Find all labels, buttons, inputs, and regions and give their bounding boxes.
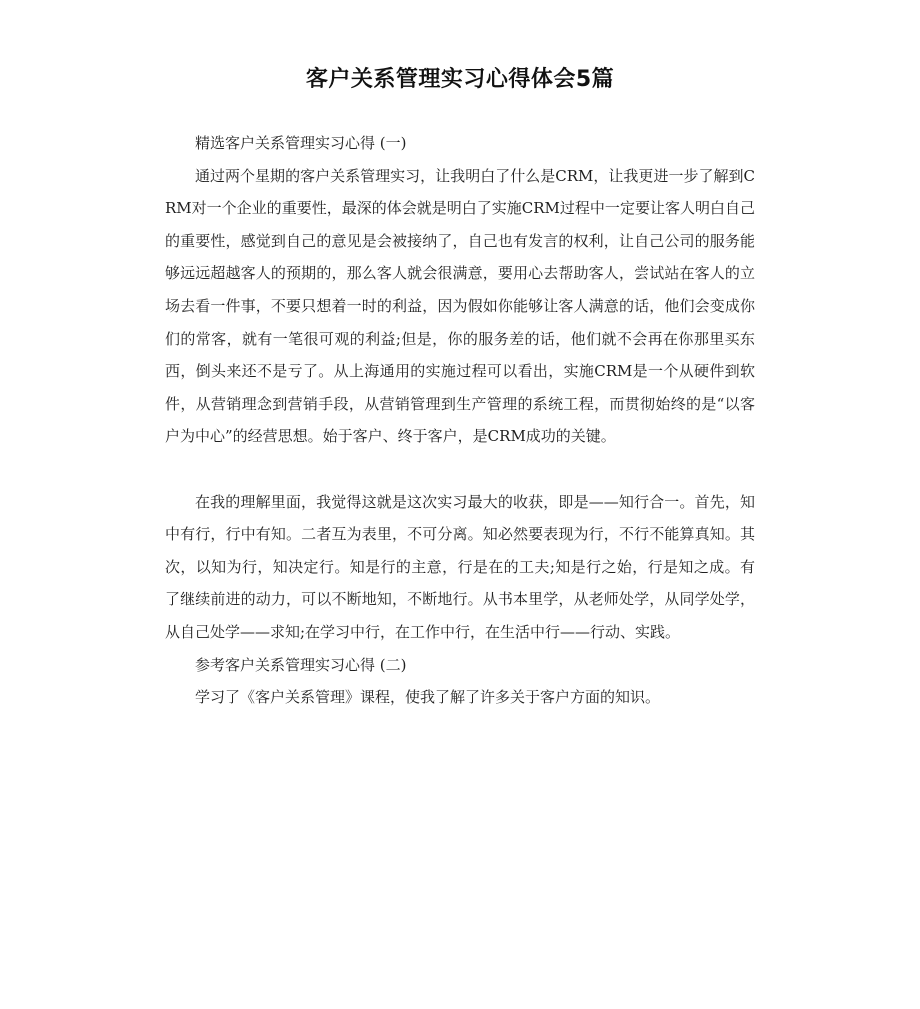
paragraph-2: 在我的理解里面，我觉得这就是这次实习最大的收获，即是——知行合一。首先，知中有行，行中有知。二者互为表里，不可分离。知必然要表现为行，不行不能算真知。其次，以知为行，知决定行。知是行的主意，行是在的工夫;知是行之始，行是知之成。有了继续前进的动力，可以不断地知，不断地行。从书本里学，从老师处学，从同学处学，从自己处学——求知;在学习中行，在工作中行，在生活中行——行动、实践。 xyxy=(165,492,755,641)
document-body xyxy=(165,127,755,714)
section-heading-2: 参考客户关系管理实习心得 (二) xyxy=(195,655,407,674)
paragraph-spacer xyxy=(165,453,755,486)
document-title: 客户关系管理实习心得体会5篇 xyxy=(305,67,615,92)
paragraph-1: 通过两个星期的客户关系管理实习，让我明白了什么是CRM，让我更进一步了解到CRM对一个企业的重要性，最深的体会就是明白了实施CRM过程中一定要让客人明白自己的重要性，感觉到自己的意见是会被接纳了，自己也有发言的权利，让自己公司的服务能够远远超越客人的预期的，那么客人就会很满意，要用心去帮助客人，尝试站在客人的立场去看一件事，不要只想着一时的利益，因为假如你能够让客人满意的话，他们会变成你们的常客，就有一笔很可观的利益;但是，你的服务差的话，他们就不会再在你那里买东西，倒头来还不是亏了。从上海通用的实施过程可以看出，实施CRM是一个从硬件到软件，从营销理念到营销手段，从营销管理到生产管理的系统工程，而贯彻始终的是“以客户为中心”的经营思想。始于客户、终于客户，是CRM成功的关键。 xyxy=(165,166,755,446)
section-heading-1: 精选客户关系管理实习心得 (一) xyxy=(195,134,407,152)
paragraph-3: 学习了《客户关系管理》课程，使我了解了许多关于客户方面的知识。 xyxy=(195,688,661,707)
